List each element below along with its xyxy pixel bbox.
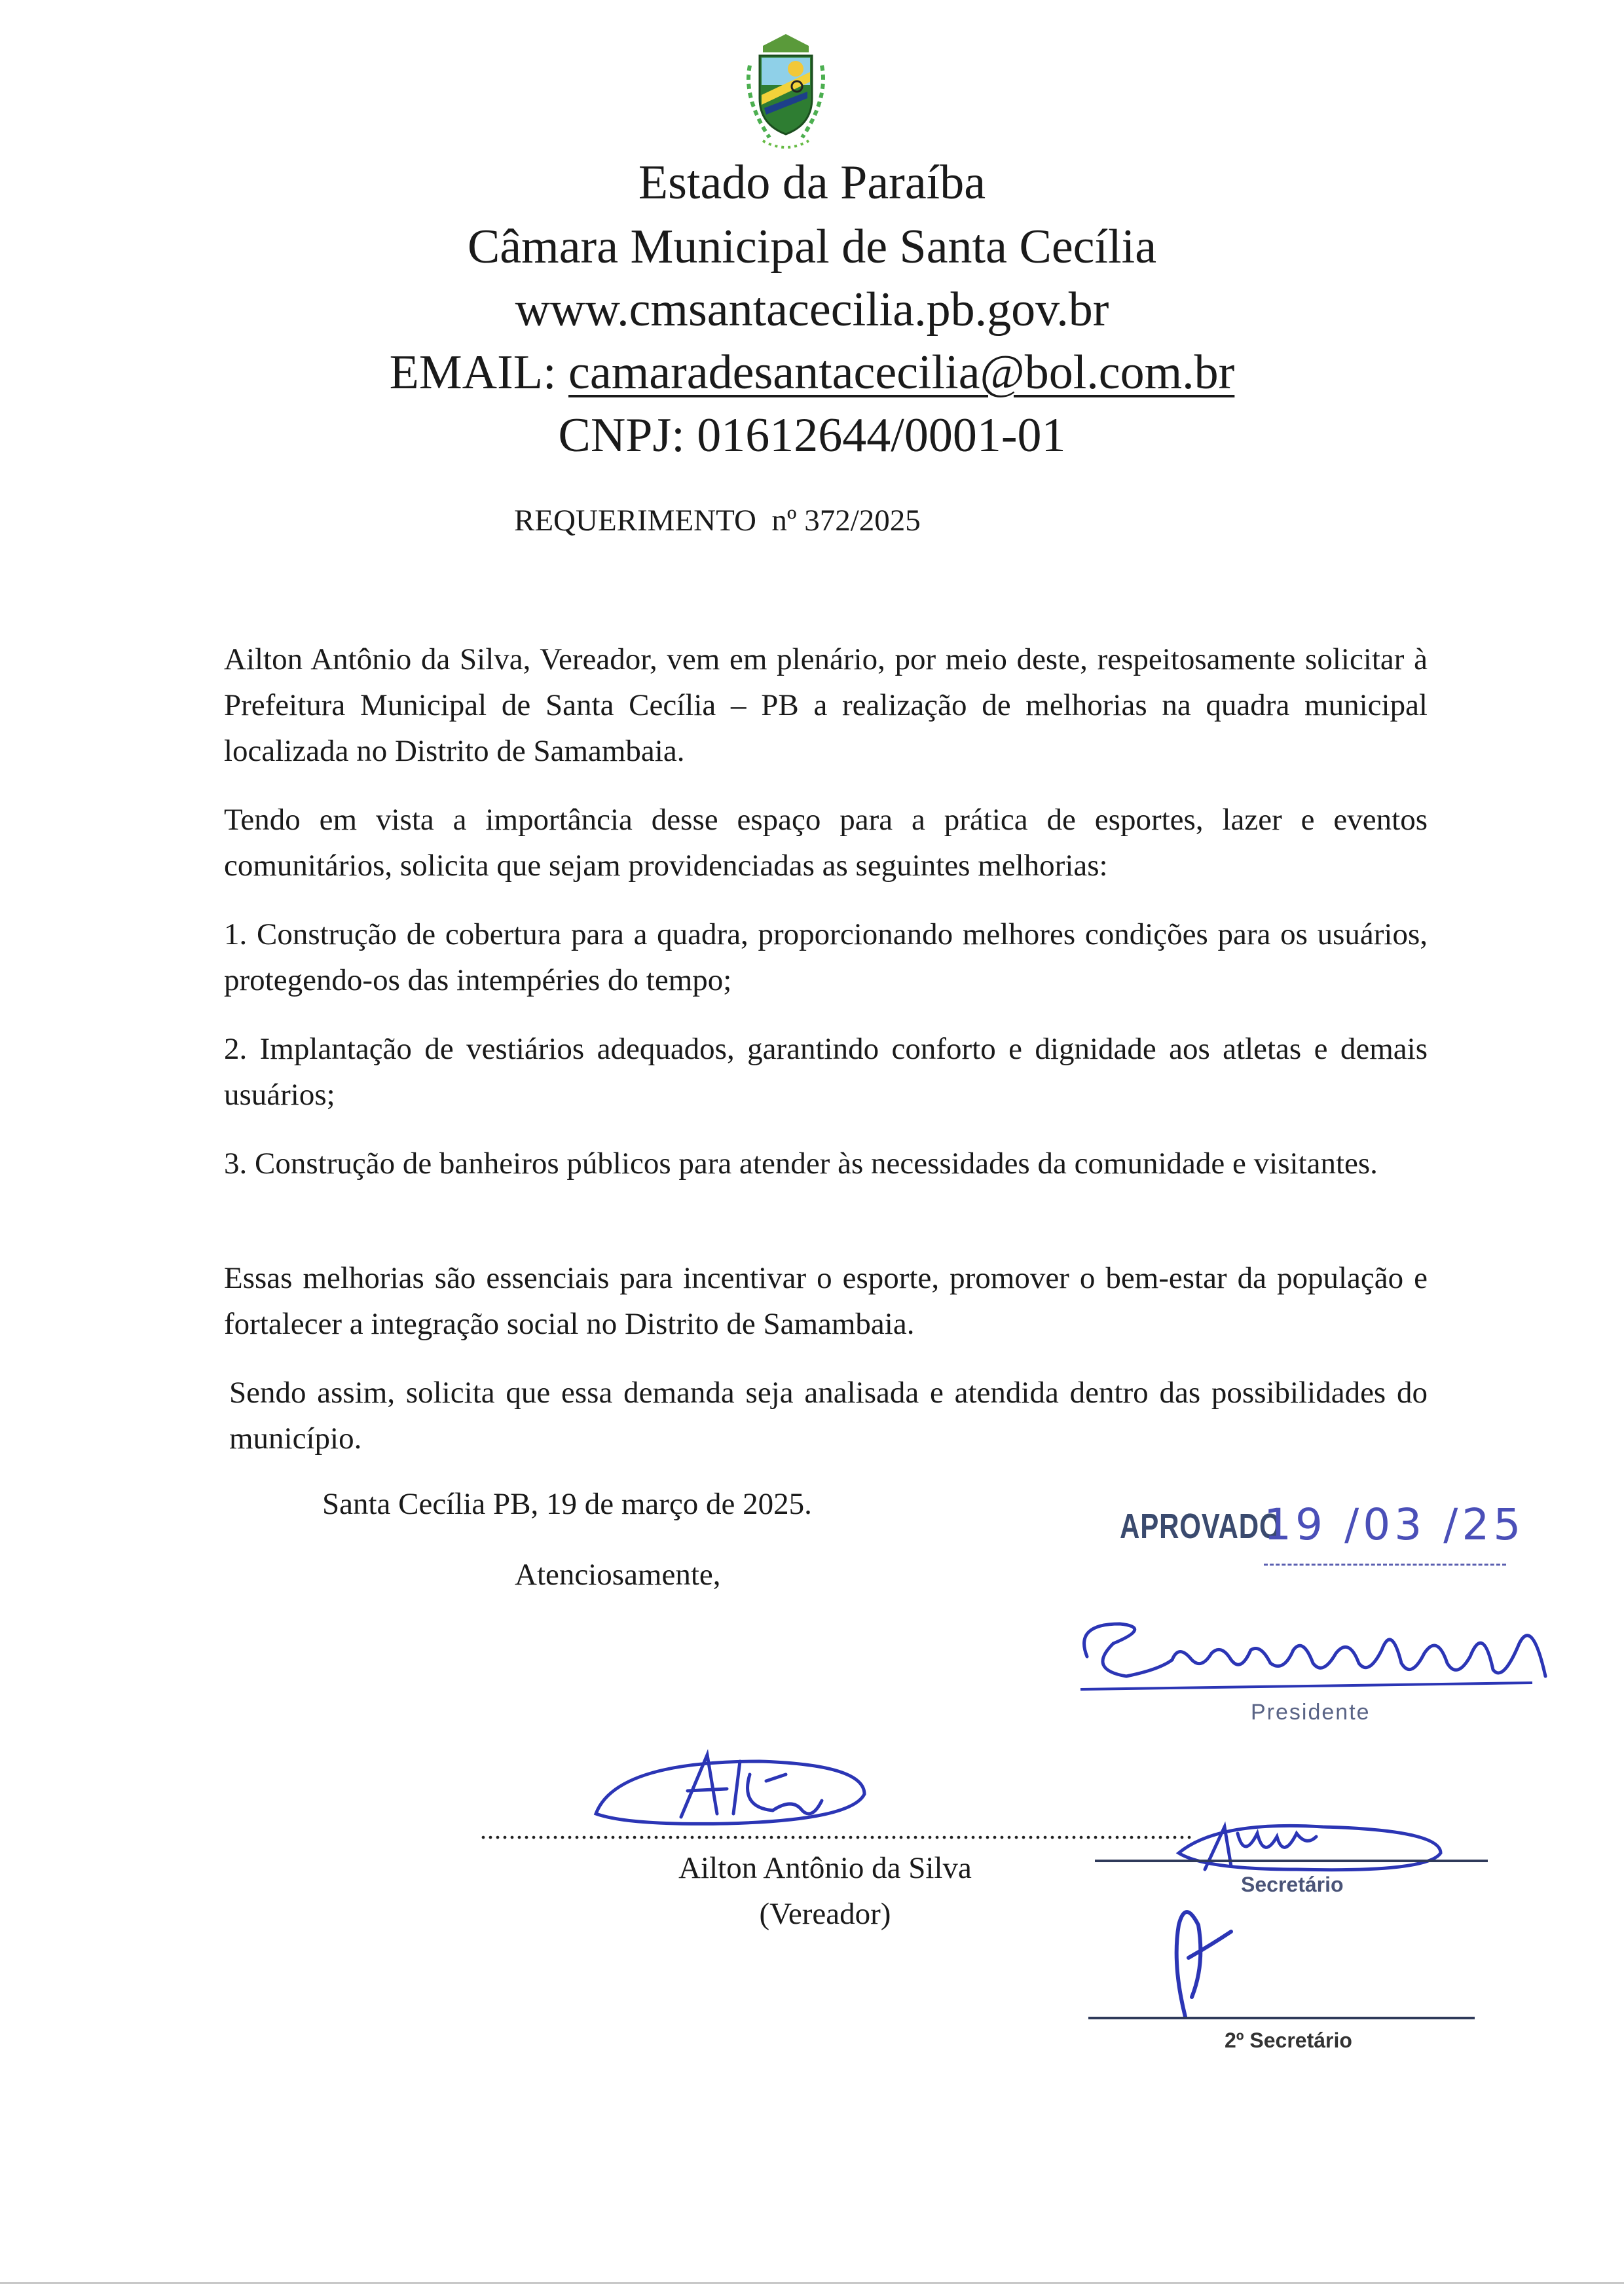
author-name: Ailton Antônio da Silva — [678, 1851, 972, 1885]
approved-date-line — [1264, 1564, 1506, 1566]
approved-stamp: APROVADO — [1120, 1507, 1282, 1546]
body-paragraph: Sendo assim, solicita que essa demanda seja analisada e atendida dentro das possibilidades do município. — [229, 1376, 1428, 1456]
place-date: Santa Cecília PB, 19 de março de 2025. — [322, 1487, 812, 1521]
document-title: REQUERIMENTO nº 372/2025 — [514, 504, 921, 538]
signature-line: ................................................................................................... — [480, 1815, 1193, 1845]
email-link[interactable]: camaradesantacecilia@bol.com.br — [568, 346, 1235, 399]
secretary2-signature — [1153, 1886, 1270, 2030]
author-role: (Vereador) — [759, 1897, 891, 1931]
header-state: Estado da Paraíba — [638, 156, 986, 210]
municipal-crest-logo — [724, 26, 848, 157]
body-paragraph: Tendo em vista a importância desse espaço para a prática de esportes, lazer e eventos comunitários, solicita que sejam providenciadas as seguintes melhorias: — [224, 803, 1428, 883]
list-item: 2. Implantação de vestiários adequados, garantindo conforto e dignidade aos atletas e demais usuários; — [224, 1032, 1428, 1112]
secretary1-line — [1095, 1860, 1488, 1862]
body-paragraph: Ailton Antônio da Silva, Vereador, vem em plenário, por meio deste, respeitosamente solicitar à Prefeitura Municipal de Santa Cecília – PB a realização de melhorias na quadra municipal localizada no Distrito de Samambaia. — [224, 642, 1428, 768]
body-paragraph: Essas melhorias são essenciais para incentivar o esporte, promover o bem-estar da população e fortalecer a integração social no Distrito de Samambaia. — [224, 1261, 1428, 1341]
closing: Atenciosamente, — [515, 1558, 721, 1592]
header-chamber: Câmara Municipal de Santa Cecília — [467, 220, 1157, 274]
president-label: Presidente — [1251, 1700, 1371, 1725]
email-label: EMAIL: — [389, 346, 569, 399]
header-website[interactable]: www.cmsantacecilia.pb.gov.br — [515, 283, 1109, 337]
president-signature — [1061, 1598, 1585, 1716]
secretary2-line — [1088, 2017, 1475, 2019]
page-bottom-edge — [0, 2282, 1624, 2284]
secretary1-label: Secretário — [1241, 1873, 1344, 1896]
list-item: 1. Construção de cobertura para a quadra, proporcionando melhores condições para os usuários, protegendo-os das intempéries do tempo; — [224, 917, 1428, 997]
header-cnpj: CNPJ: 01612644/0001-01 — [558, 409, 1066, 462]
approved-date: 19 /03 /25 — [1264, 1499, 1525, 1550]
list-item: 3. Construção de banheiros públicos para atender às necessidades da comunidade e visitantes. — [224, 1147, 1378, 1181]
secretary2-label: 2º Secretário — [1225, 2029, 1352, 2052]
header-email-line — [0, 348, 1624, 397]
